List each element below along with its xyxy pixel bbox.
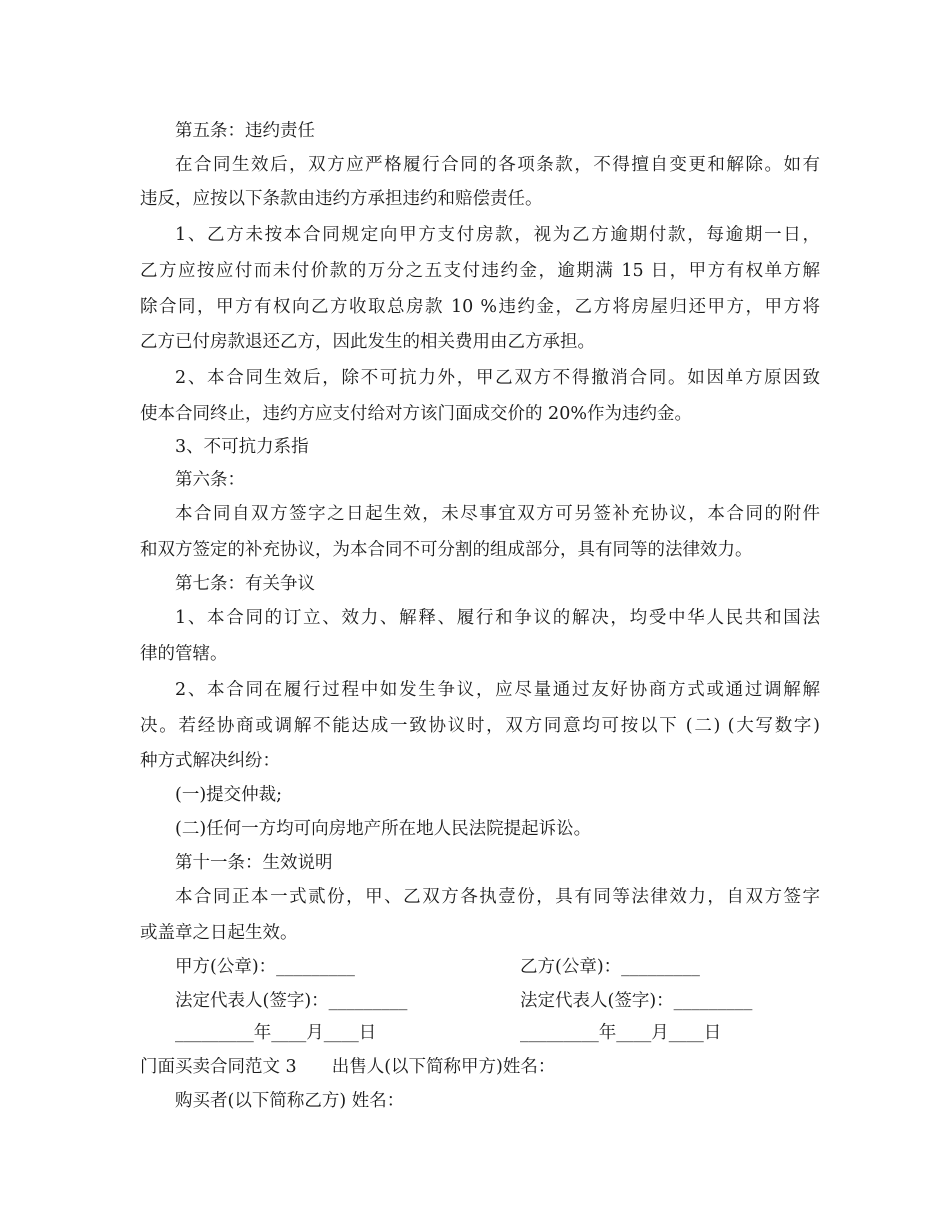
party-b-seal: 乙方(公章)：_________ xyxy=(520,957,700,977)
buyer-line: 购买者(以下简称乙方) 姓名： xyxy=(175,1091,405,1111)
option-line: (一)提交仲裁; xyxy=(175,785,283,805)
next-contract-title: 门面买卖合同范文 3 出售人(以下简称甲方)姓名： xyxy=(140,1057,556,1077)
option-line: (二)任何一方均可向房地产所在地人民法院提起诉讼。 xyxy=(175,819,592,839)
paragraph-line: 3、不可抗力系指 xyxy=(175,437,309,457)
paragraph-line: 除合同，甲方有权向乙方收取总房款 10 %违约金，乙方将房屋归还甲方，甲方将 xyxy=(140,297,820,317)
party-a-seal: 甲方(公章)：_________ xyxy=(175,957,355,977)
article-6-title: 第六条： xyxy=(175,470,245,490)
paragraph-line: 种方式解决纠纷： xyxy=(140,751,280,771)
party-a-representative: 法定代表人(签字)：_________ xyxy=(175,991,408,1011)
paragraph-line: 乙方已付房款退还乙方，因此发生的相关费用由乙方承担。 xyxy=(140,332,595,352)
article-7-title: 第七条：有关争议 xyxy=(175,574,315,594)
paragraph-line: 1、本合同的订立、效力、解释、履行和争议的解决，均受中华人民共和国法 xyxy=(175,608,820,628)
paragraph-line: 在合同生效后，双方应严格履行合同的各项条款，不得擅自变更和解除。如有 xyxy=(175,155,820,175)
paragraph-line: 和双方签定的补充协议，为本合同不可分割的组成部分，具有同等的法律效力。 xyxy=(140,540,753,560)
paragraph-line: 决。若经协商或调解不能达成一致协议时，双方同意均可按以下 (二) (大写数字) xyxy=(140,716,820,736)
paragraph-line: 2、本合同生效后，除不可抗力外，甲乙双方不得撤消合同。如因单方原因致 xyxy=(175,368,820,388)
paragraph-line: 乙方应按应付而未付价款的万分之五支付违约金，逾期满 15 日，甲方有权单方解 xyxy=(140,261,820,281)
paragraph-line: 2、本合同在履行过程中如发生争议，应尽量通过友好协商方式或通过调解解 xyxy=(175,680,820,700)
party-b-representative: 法定代表人(签字)：_________ xyxy=(520,991,753,1011)
paragraph-line: 本合同自双方签字之日起生效，未尽事宜双方可另签补充协议，本合同的附件 xyxy=(175,504,820,524)
party-b-date: _________年____月____日 xyxy=(520,1023,722,1043)
article-11-title: 第十一条：生效说明 xyxy=(175,853,333,873)
article-5-title: 第五条：违约责任 xyxy=(175,121,315,141)
paragraph-line: 律的管辖。 xyxy=(140,644,228,664)
paragraph-line: 违反，应按以下条款由违约方承担违约和赔偿责任。 xyxy=(140,189,543,209)
paragraph-line: 使本合同终止，违约方应支付给对方该门面成交价的 20%作为违约金。 xyxy=(140,404,692,424)
party-a-date: _________年____月____日 xyxy=(175,1023,377,1043)
paragraph-line: 本合同正本一式贰份，甲、乙双方各执壹份，具有同等法律效力，自双方签字 xyxy=(175,887,820,907)
paragraph-line: 或盖章之日起生效。 xyxy=(140,923,298,943)
paragraph-line: 1、乙方未按本合同规定向甲方支付房款，视为乙方逾期付款，每逾期一日， xyxy=(175,225,820,245)
